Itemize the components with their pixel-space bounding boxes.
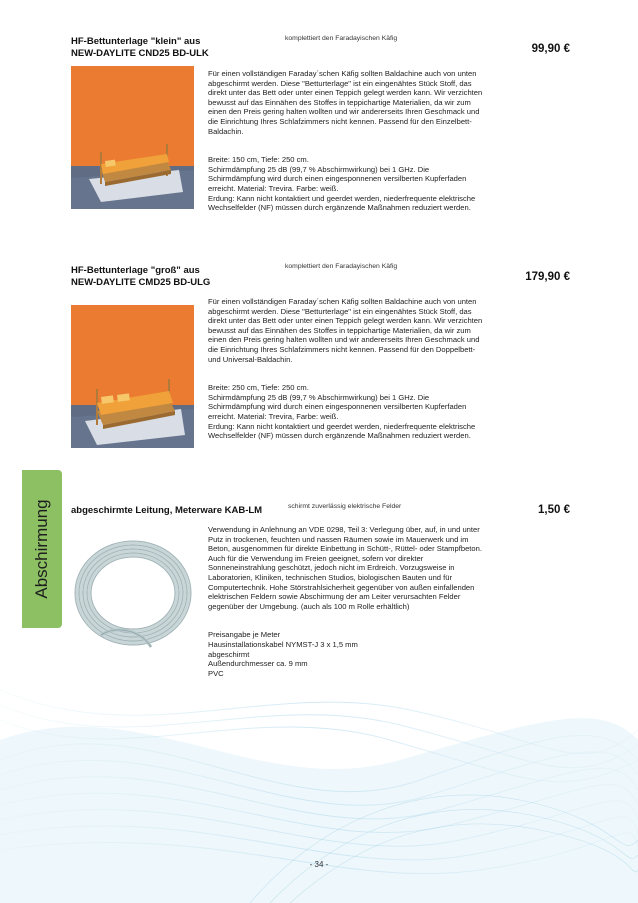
spec-line: Hausinstallationskabel NYMST-J 3 x 1,5 mm: [208, 639, 358, 649]
description-text: Verwendung in Anlehnung an VDE 0298, Teil 3: Verlegung über, auf, in und unter Putz in trockenen, feuchten und nassen Räumen sowie im Mauerwerk und im Beton, ausgenommen für direkte Einbettung in Schütt-, Rüttel- oder Stampfbeton. Auch für die Verwendung im Freien geeignet, sofern vor direkter Sonneneinstrahlung geschützt, jedoch nicht im Erdreich. Vorzugsweise in Laboratorien, Kliniken, technischen Studios, biologischen Bauten und für Computertechnik. Hohe Störstrahlsicherheit gegenüber von außen einfallenden elektrischen Feldern sowie Abschirmung der am Leiter verursachten Felder gegenüber der Umgebung. (auch als 100 m Rolle erhältlich): [208, 525, 482, 611]
product-description: [208, 69, 485, 213]
product-title-line: NEW-DAYLITE CMD25 BD-ULG: [71, 277, 211, 288]
product-tag: komplettiert den Faradayischen Käfig: [285, 35, 398, 42]
product-title-line: NEW-DAYLITE CND25 BD-ULK: [71, 48, 209, 59]
description-text: Für einen vollständigen Faraday´schen Käfig sollten Baldachine auch von unten abgeschirmt werden. Diese "Betturterlage" ist ein eingenähtes Stück Stoff, das direkt unter das Bett oder unter einen Teppich gelegt werden kann. Wir verzichten bewusst auf das Einnähen des Stoffes in teppichartige Materialien, da wir zum einen den Preis gering halten wollten und wir andererseits Ihren Geschmack und die Einrichtung Ihres Schlafzimmers nicht kennen. Passend für den Einzelbett-Baldachin.: [208, 69, 483, 136]
spec-line: abgeschirmt: [208, 649, 250, 659]
spec-line: Erdung: Kann nicht kontaktiert und geerdet werden, niederfrequente elektrische Wechselfelder (NF) müssen durch ergänzende Maßnahmen reduziert werden.: [208, 421, 476, 441]
spec-line: Erdung: Kann nicht kontaktiert und geerdet werden, niederfrequente elektrische Wechselfelder (NF) müssen durch ergänzende Maßnahmen reduziert werden.: [208, 193, 476, 213]
product-price: 179,90 €: [525, 271, 570, 283]
product-title-line: HF-Bettunterlage "groß" aus: [71, 265, 200, 276]
product-title: [71, 36, 209, 60]
page-number: - 34 -: [309, 860, 329, 869]
spec-line: PVC: [208, 668, 224, 678]
product-tag: komplettiert den Faradayischen Käfig: [285, 263, 398, 270]
bed-image: [71, 66, 194, 209]
spec-line: Breite: 250 cm, Tiefe: 250 cm.: [208, 383, 309, 393]
product-title-line: abgeschirmte Leitung, Meterware KAB-LM: [71, 505, 263, 516]
product-title: [71, 265, 210, 289]
product-tag: schirmt zuverlässig elektrische Felder: [288, 503, 402, 510]
product-price: 99,90 €: [531, 43, 570, 55]
spec-line: Schirmdämpfung 25 dB (99,7 % Abschirmwirkung) bei 1 GHz. Die Schirmdämpfung wird durch einen eingesponnenen versilberten Kupferfaden erreicht. Material: Trevira, Farbe: weiß.: [208, 392, 467, 421]
cable-coil-image: [71, 535, 194, 650]
spec-line: Schirmdämpfung 25 dB (99,7 % Abschirmwirkung) bei 1 GHz. Die Schirmdämpfung wird durch einen eingesponnenen versilberten Kupferfaden erreicht. Material: Trevira. Farbe: weiß.: [208, 164, 467, 193]
product-price: 1,50 €: [538, 504, 570, 516]
section-tab-label: Abschirmung: [32, 499, 51, 599]
product-title: [71, 505, 262, 517]
spec-line: Breite: 150 cm, Tiefe: 250 cm.: [208, 155, 309, 165]
bed-image: [71, 305, 194, 448]
product-description: [208, 297, 485, 441]
spec-line: Preisangabe je Meter: [208, 630, 281, 640]
product-title-line: HF-Bettunterlage "klein" aus: [71, 36, 201, 47]
section-tab: [22, 470, 62, 628]
product-description: [208, 525, 485, 678]
spec-line: Außendurchmesser ca. 9 mm: [208, 659, 308, 669]
description-text: Für einen vollständigen Faraday´schen Käfig sollten Baldachine auch von unten abgeschirmt werden. Diese "Betturterlage" ist ein eingenähtes Stück Stoff, das direkt unter das Bett oder unter einen Teppich gelegt werden kann. Wir verzichten bewusst auf das Einnähen des Stoffes in teppichartige Materialien, da wir zum einen den Preis gering halten wollten und wir andererseits Ihren Geschmack und die Einrichtung Ihres Schlafzimmers nicht kennen. Passend für den Doppelbett- und Universal-Baldachin.: [208, 297, 483, 364]
